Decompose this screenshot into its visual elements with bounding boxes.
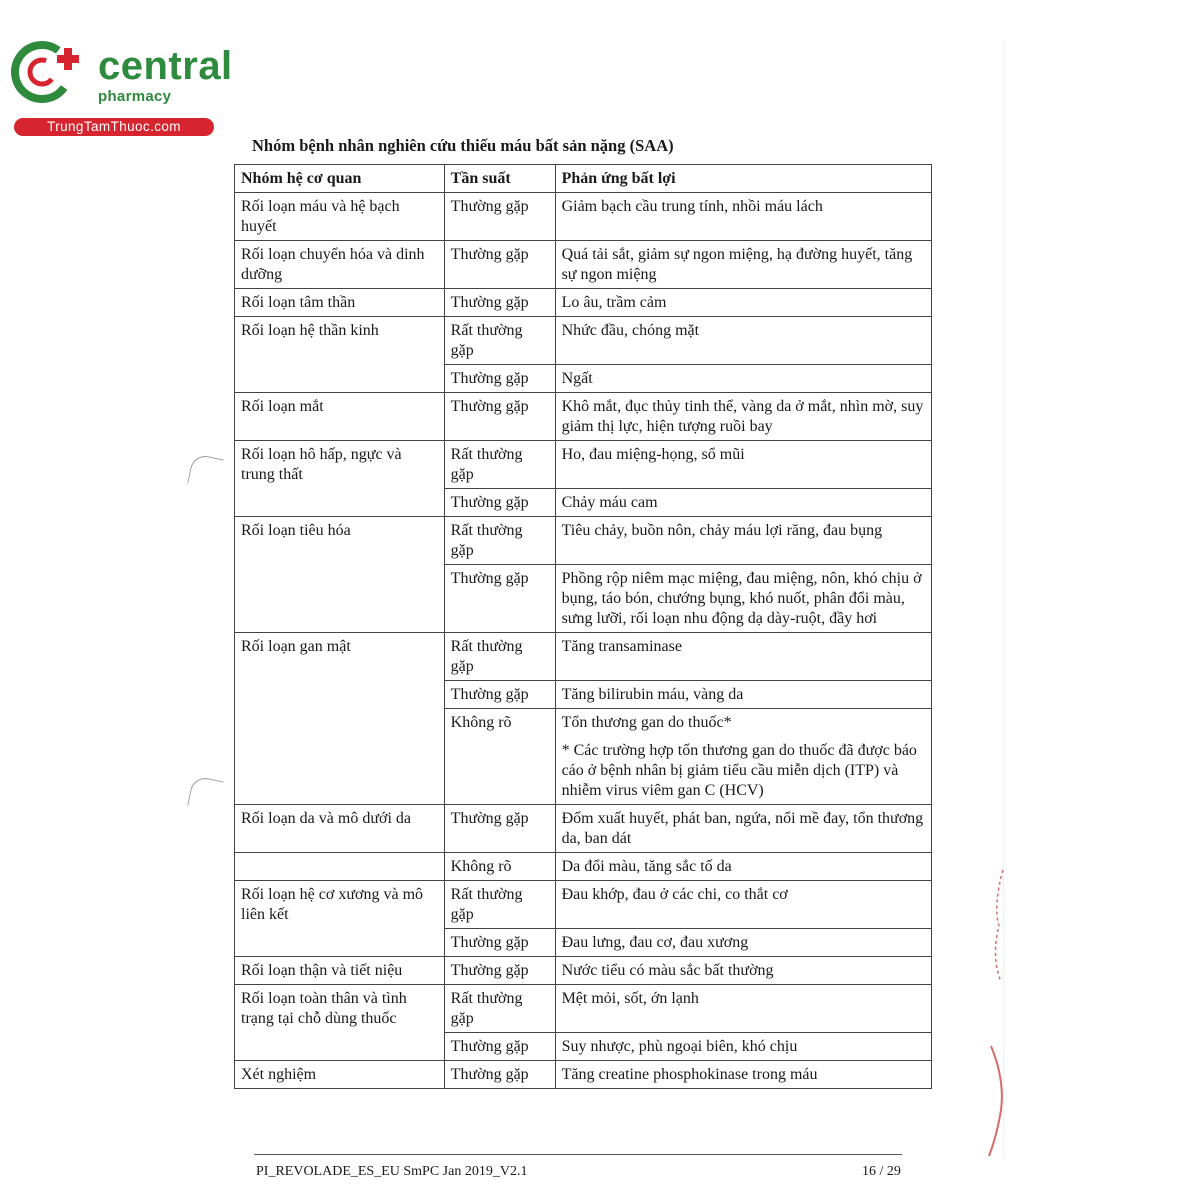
table-row [235, 241, 932, 289]
footer-divider [254, 1154, 902, 1155]
organ-cell: Rối loạn hệ cơ xương và mô liên kết [235, 881, 445, 957]
reaction-cell [555, 709, 931, 805]
table-row [235, 517, 932, 565]
header-organ-class: Nhóm hệ cơ quan [235, 165, 445, 193]
reaction-cell: Tăng bilirubin máu, vàng da [555, 681, 931, 709]
central-pharmacy-logo [10, 36, 233, 136]
reaction-cell: Nước tiểu có màu sắc bất thường [555, 957, 931, 985]
section-heading: Nhóm bệnh nhân nghiên cứu thiếu máu bất sản nặng (SAA) [252, 136, 674, 155]
reaction-cell: Mệt mỏi, sốt, ớn lạnh [555, 985, 931, 1033]
header-frequency: Tần suất [444, 165, 555, 193]
stamp-edge-mark [985, 1040, 1007, 1160]
organ-cell: Rối loạn mắt [235, 393, 445, 441]
frequency-cell: Thường gặp [444, 393, 555, 441]
reaction-cell: Da đổi màu, tăng sắc tố da [555, 853, 931, 881]
organ-cell: Rối loạn tâm thần [235, 289, 445, 317]
organ-cell: Rối loạn thận và tiết niệu [235, 957, 445, 985]
reaction-cell: Tiêu chảy, buồn nôn, chảy máu lợi răng, đau bụng [555, 517, 931, 565]
frequency-cell: Thường gặp [444, 365, 555, 393]
header-adverse-reaction: Phản ứng bất lợi [555, 165, 931, 193]
organ-cell: Xét nghiệm [235, 1061, 445, 1089]
reaction-cell: Quá tải sắt, giảm sự ngon miệng, hạ đường huyết, tăng sự ngon miệng [555, 241, 931, 289]
frequency-cell: Thường gặp [444, 929, 555, 957]
frequency-cell: Thường gặp [444, 681, 555, 709]
table-row [235, 881, 932, 929]
organ-cell [235, 853, 445, 881]
table-row [235, 289, 932, 317]
organ-cell: Rối loạn hệ thần kinh [235, 317, 445, 393]
table-row [235, 633, 932, 681]
organ-cell: Rối loạn tiêu hóa [235, 517, 445, 633]
reaction-cell: Lo âu, trầm cảm [555, 289, 931, 317]
table-row [235, 957, 932, 985]
organ-cell: Rối loạn da và mô dưới da [235, 805, 445, 853]
reaction-cell: Tăng transaminase [555, 633, 931, 681]
logo-brand-text: central [98, 44, 233, 88]
table-row [235, 193, 932, 241]
reaction-text: Tổn thương gan do thuốc* [561, 714, 732, 731]
stamp-edge-mark [985, 866, 1007, 986]
frequency-cell: Thường gặp [444, 489, 555, 517]
reaction-cell: Tăng creatine phosphokinase trong máu [555, 1061, 931, 1089]
footer-page-number: 16 / 29 [862, 1164, 901, 1179]
organ-cell: Rối loạn toàn thân và tình trạng tại chỗ dùng thuốc [235, 985, 445, 1061]
frequency-cell: Thường gặp [444, 957, 555, 985]
reaction-cell: Suy nhược, phù ngoại biên, khó chịu [555, 1033, 931, 1061]
organ-cell: Rối loạn máu và hệ bạch huyết [235, 193, 445, 241]
reaction-cell: Ho, đau miệng-họng, sổ mũi [555, 441, 931, 489]
reaction-cell: Đau khớp, đau ở các chi, co thắt cơ [555, 881, 931, 929]
frequency-cell: Thường gặp [444, 1061, 555, 1089]
table-row [235, 1061, 932, 1089]
frequency-cell: Không rõ [444, 709, 555, 805]
frequency-cell: Rất thường gặp [444, 633, 555, 681]
reaction-cell: Đốm xuất huyết, phát ban, ngứa, nổi mề đay, tổn thương da, ban dát [555, 805, 931, 853]
frequency-cell: Thường gặp [444, 289, 555, 317]
logo-sub-text: pharmacy [98, 88, 172, 105]
frequency-cell: Rất thường gặp [444, 441, 555, 489]
frequency-cell: Rất thường gặp [444, 985, 555, 1033]
table-row [235, 805, 932, 853]
page-edge-shadow [1003, 40, 1004, 1160]
table-row [235, 853, 932, 881]
frequency-cell: Rất thường gặp [444, 317, 555, 365]
footer-document-id: PI_REVOLADE_ES_EU SmPC Jan 2019_V2.1 [256, 1164, 528, 1179]
reaction-cell: Giảm bạch cầu trung tính, nhồi máu lách [555, 193, 931, 241]
adverse-reactions-table [234, 164, 932, 1089]
table-row [235, 393, 932, 441]
logo-banner-text: TrungTamThuoc.com [14, 118, 214, 136]
table-row [235, 985, 932, 1033]
reaction-cell: Phồng rộp niêm mạc miệng, đau miệng, nôn, khó chịu ở bụng, táo bón, chướng bụng, khó nuốt, phân đổi màu, sưng lưỡi, rối loạn nhu động dạ dày-ruột, đầy hơi [555, 565, 931, 633]
organ-cell: Rối loạn chuyển hóa và dinh dưỡng [235, 241, 445, 289]
table-row [235, 441, 932, 489]
reaction-cell: Khô mắt, đục thủy tinh thể, vàng da ở mắt, nhìn mờ, suy giảm thị lực, hiện tượng ruồi bay [555, 393, 931, 441]
reaction-cell: Nhức đầu, chóng mặt [555, 317, 931, 365]
frequency-cell: Thường gặp [444, 805, 555, 853]
footnote-text: * Các trường hợp tổn thương gan do thuốc đã được báo cáo ở bệnh nhân bị giảm tiểu cầu miễn dịch (ITP) và nhiễm virus viêm gan C (HCV) [561, 742, 917, 799]
reaction-cell: Đau lưng, đau cơ, đau xương [555, 929, 931, 957]
frequency-cell: Thường gặp [444, 565, 555, 633]
table-header-row [235, 165, 932, 193]
organ-cell: Rối loạn gan mật [235, 633, 445, 805]
punch-hole-mark [187, 775, 224, 812]
frequency-cell: Rất thường gặp [444, 517, 555, 565]
frequency-cell: Thường gặp [444, 1033, 555, 1061]
reaction-cell: Ngất [555, 365, 931, 393]
organ-cell: Rối loạn hô hấp, ngực và trung thất [235, 441, 445, 517]
reaction-cell: Chảy máu cam [555, 489, 931, 517]
frequency-cell: Không rõ [444, 853, 555, 881]
frequency-cell: Thường gặp [444, 241, 555, 289]
table-row [235, 317, 932, 365]
frequency-cell: Rất thường gặp [444, 881, 555, 929]
frequency-cell: Thường gặp [444, 193, 555, 241]
punch-hole-mark [187, 453, 224, 490]
central-pharmacy-logo-icon [10, 38, 92, 106]
